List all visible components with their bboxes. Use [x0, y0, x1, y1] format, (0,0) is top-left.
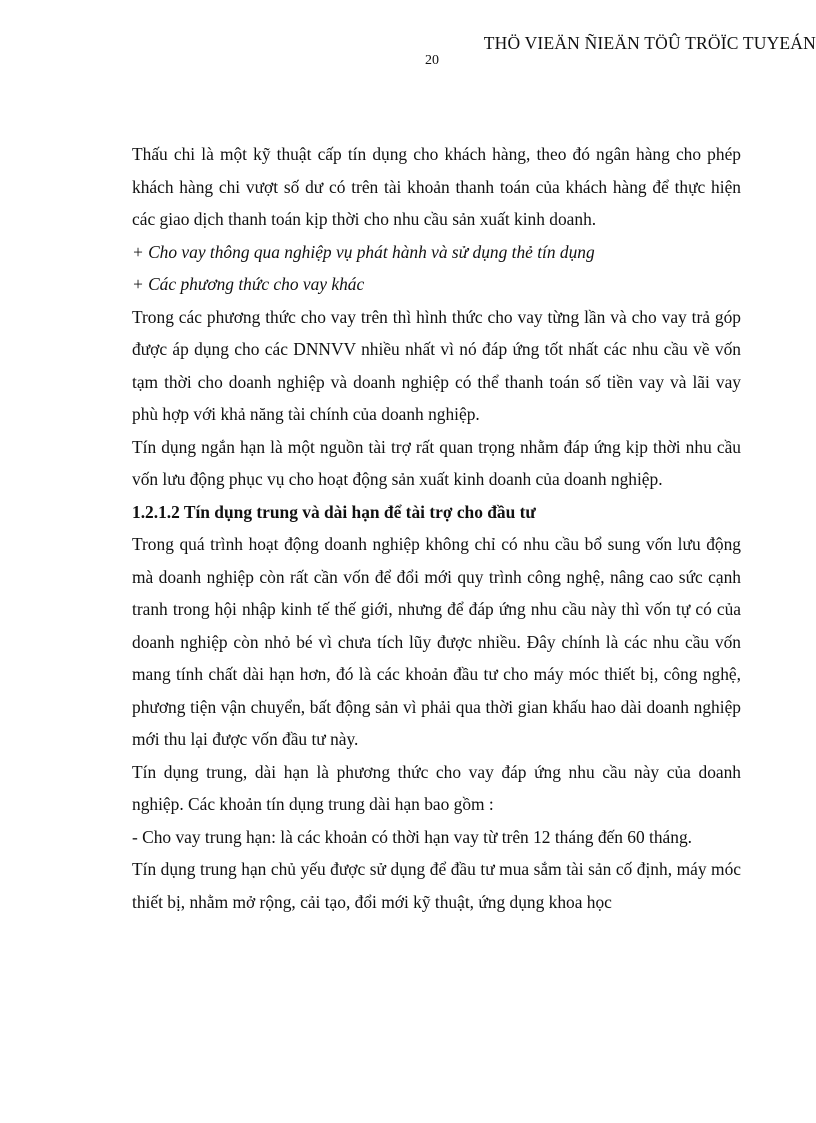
list-item-other-methods: + Các phương thức cho vay khác — [132, 274, 365, 294]
list-item-medium-term-loan: - Cho vay trung hạn: là các khoản có thời hạn vay từ trên 12 tháng đến 60 tháng. — [132, 826, 692, 847]
document-body — [132, 138, 741, 918]
paragraph-short-term-credit: Tín dụng ngắn hạn là một nguồn tài trợ rất quan trọng nhằm đáp ứng kịp thời nhu cầu vốn lưu động phục vụ cho hoạt động sản xuất kinh doanh của doanh nghiệp. — [132, 436, 741, 489]
paragraph-loan-methods: Trong các phương thức cho vay trên thì hình thức cho vay từng lần và cho vay trả góp được áp dụng cho các DNNVV nhiều nhất vì nó đáp ứng tốt nhất các nhu cầu về vốn tạm thời cho doanh nghiệp và doanh nghiệp có thể thanh toán số tiền vay và lãi vay phù hợp với khả năng tài chính của doanh nghiệp. — [132, 306, 741, 424]
paragraph-medium-long-term: Tín dụng trung, dài hạn là phương thức cho vay đáp ứng nhu cầu này của doanh nghiệp. Các khoản tín dụng trung dài hạn bao gồm : — [132, 761, 741, 814]
paragraph-medium-term-usage: Tín dụng trung hạn chủ yếu được sử dụng để đầu tư mua sắm tài sản cố định, máy móc thiết bị, nhằm mở rộng, cải tạo, đổi mới kỹ thuật, ứng dụng khoa học — [132, 859, 741, 912]
page-number: 20 — [425, 53, 439, 68]
section-heading: 1.2.1.2 Tín dụng trung và dài hạn để tài trợ cho đầu tư — [132, 501, 536, 522]
paragraph-investment-needs: Trong quá trình hoạt động doanh nghiệp không chỉ có nhu cầu bổ sung vốn lưu động mà doanh nghiệp còn rất cần vốn để đổi mới quy trình công nghệ, nâng cao sức cạnh tranh trong hội nhập kinh tế thế giới, nhưng để đáp ứng nhu cầu này thì vốn tự có của doanh nghiệp còn nhỏ bé vì chưa tích lũy được nhiều. Đây chính là các nhu cầu vốn mang tính chất dài hạn hơn, đó là các khoản đầu tư cho máy móc thiết bị, công nghệ, phương tiện vận chuyển, bất động sản vì phải qua thời gian khấu hao dài doanh nghiệp mới thu lại được vốn đầu tư này. — [132, 534, 741, 749]
paragraph-overdraft: Thấu chi là một kỹ thuật cấp tín dụng cho khách hàng, theo đó ngân hàng cho phép khách hàng chi vượt số dư có trên tài khoản thanh toán của khách hàng để thực hiện các giao dịch thanh toán kịp thời cho nhu cầu sản xuất kinh doanh. — [132, 144, 741, 229]
header-title: THÖ VIEÄN ÑIEÄN TÖÛ TRÖÏC TUYEÁN — [483, 33, 816, 53]
list-item-credit-card: + Cho vay thông qua nghiệp vụ phát hành và sử dụng thẻ tín dụng — [132, 241, 595, 262]
